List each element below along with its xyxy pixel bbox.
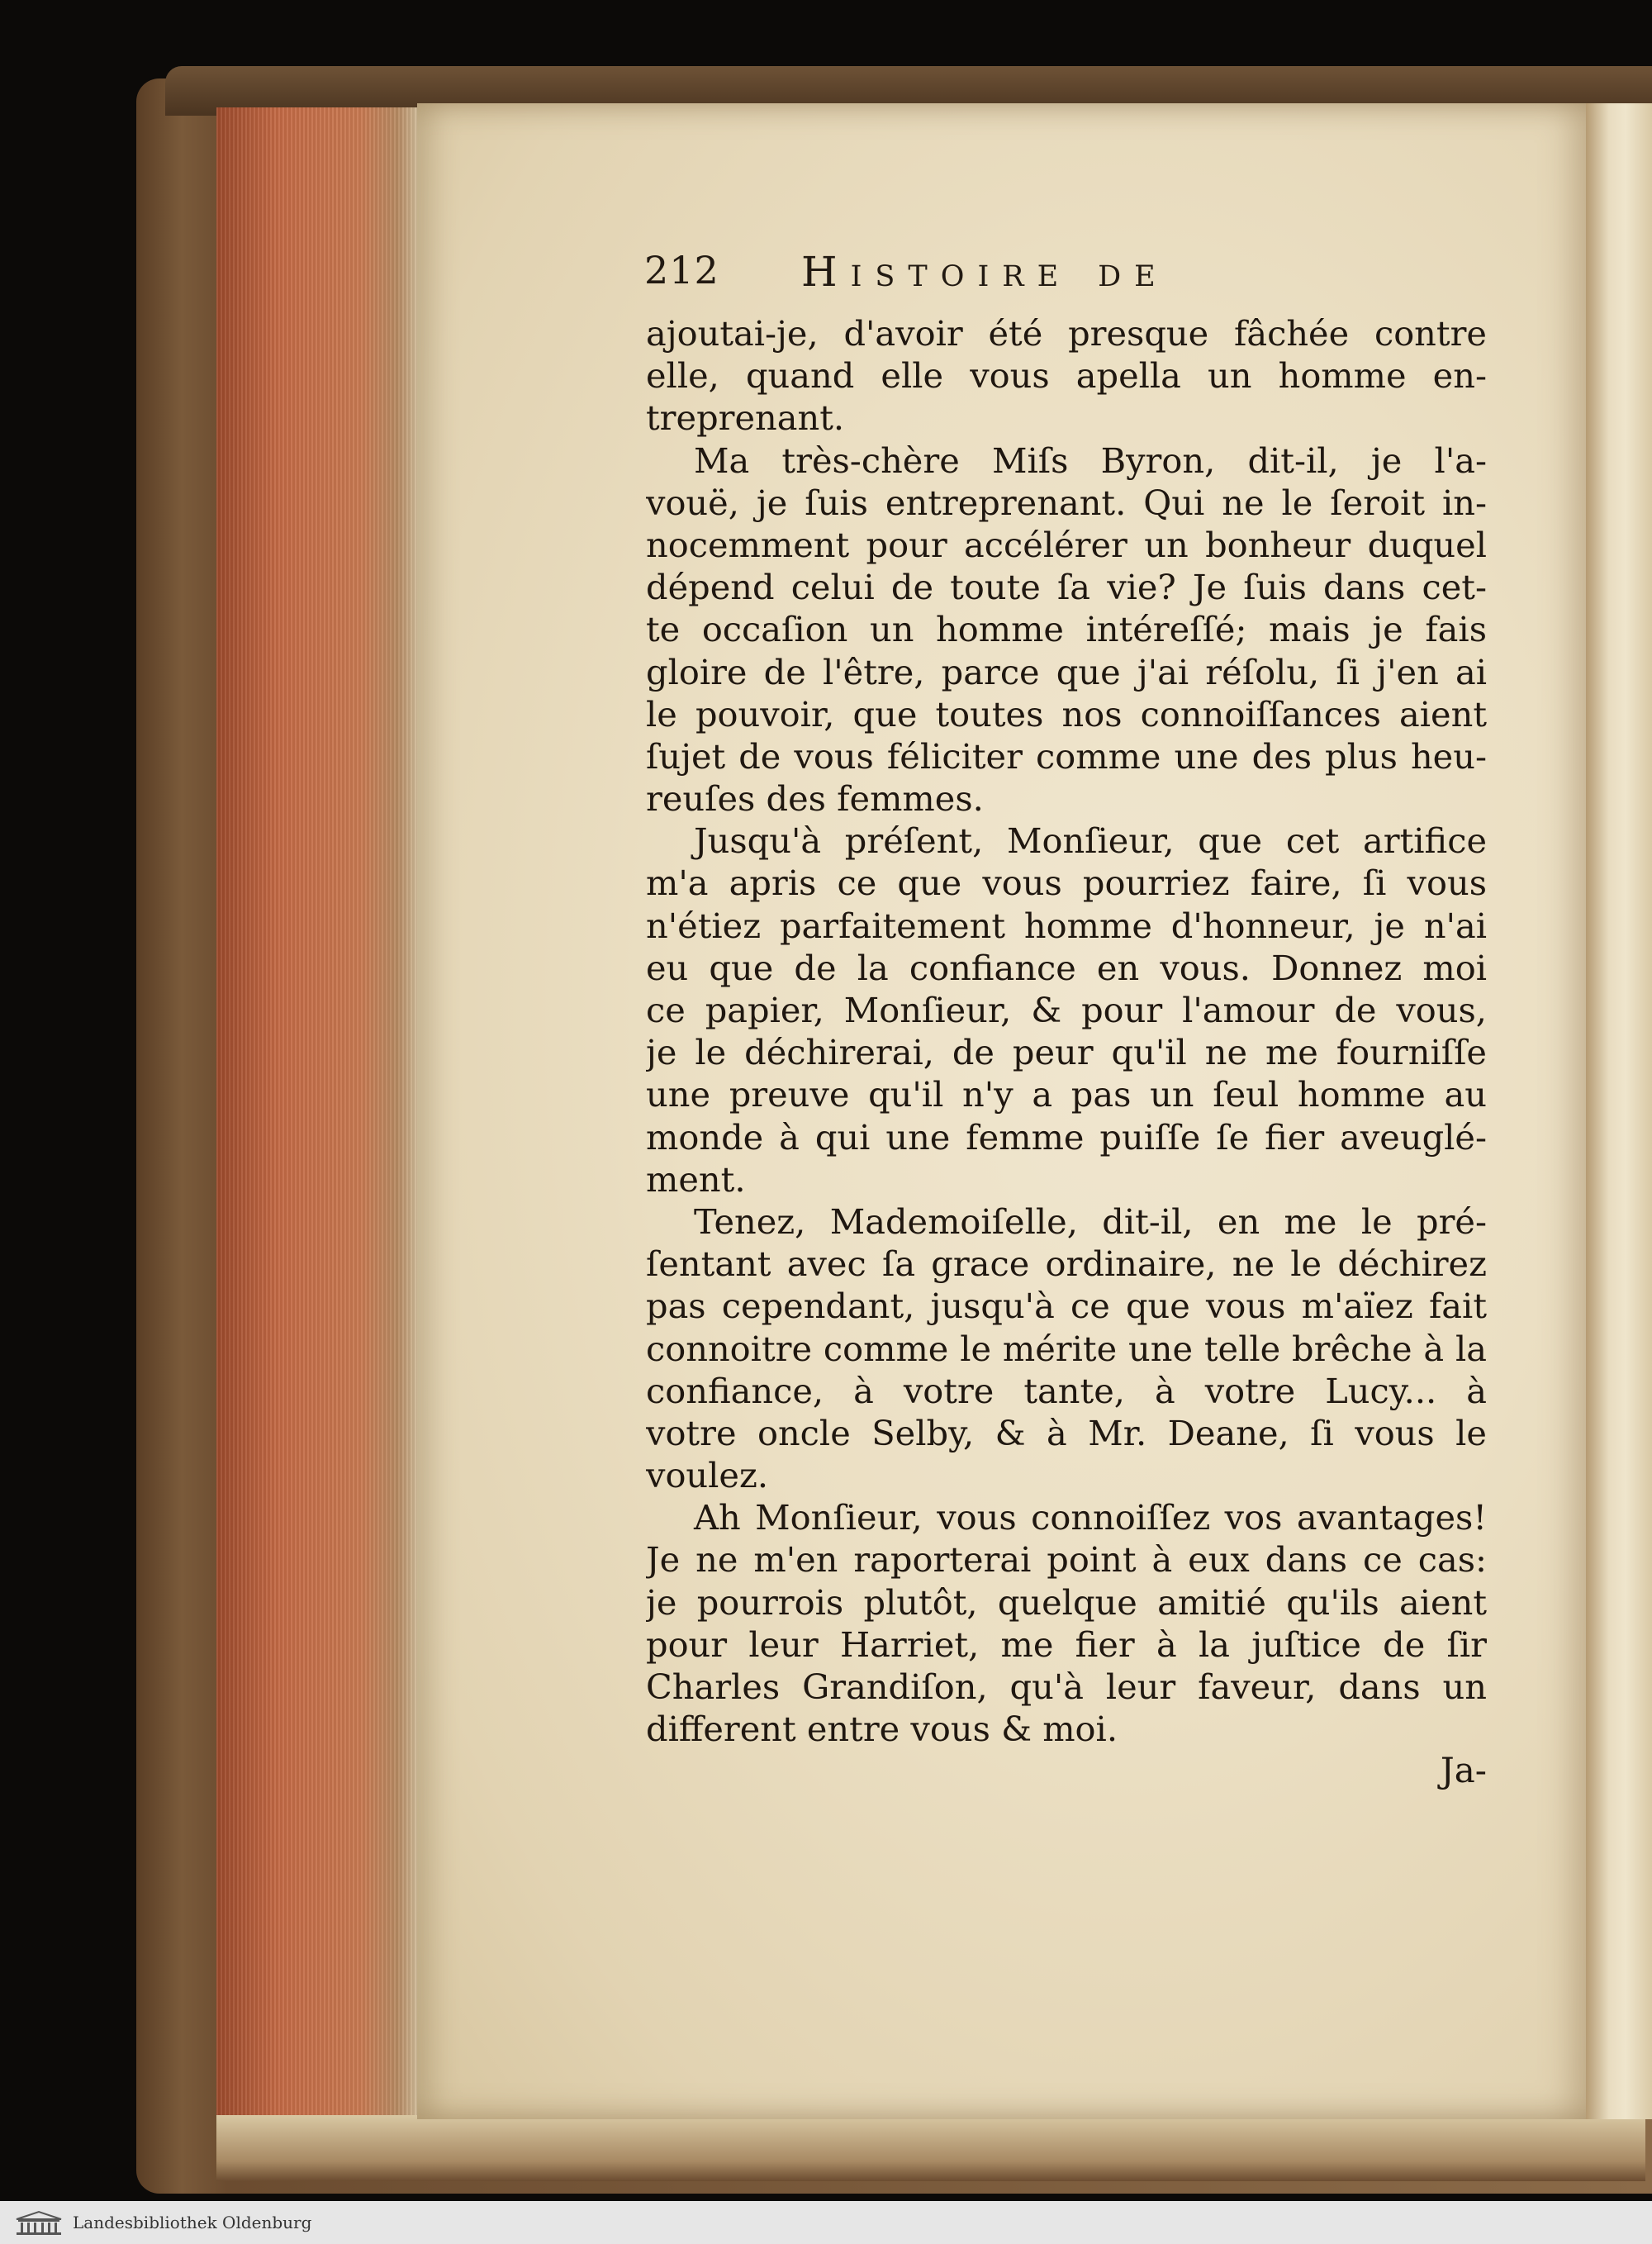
text-line: reuſes des femmes. xyxy=(646,778,984,820)
text-line: ſujet de vous féliciter comme une des plus heu- xyxy=(646,735,1487,777)
text-line: pour leur Harriet, me fier à la juſtice de ſir xyxy=(646,1624,1487,1665)
text-line: je le déchirerai, de peur qu'il ne me fourniſſe xyxy=(646,1032,1487,1073)
text-line: gloire de l'être, parce que j'ai réſolu, ſi j'en ai xyxy=(646,651,1487,692)
page-text xyxy=(646,312,1487,1750)
text-line: pas cependant, jusqu'à ce que vous m'aïez fait xyxy=(646,1286,1487,1327)
text-line: n'étiez parfaitement homme d'honneur, je n'ai xyxy=(646,905,1487,946)
catchword: Ja- xyxy=(1440,1750,1487,1790)
text-line: dépend celui de toute ſa vie? Je ſuis dans cet- xyxy=(646,567,1487,608)
text-line: confiance, à votre tante, à votre Lucy... à xyxy=(646,1370,1487,1411)
text-line: m'a apris ce que vous pourriez faire, ſi vous xyxy=(646,863,1487,904)
text-line: ment. xyxy=(646,1158,746,1200)
page-number: 212 xyxy=(644,248,719,292)
text-line: treprenant. xyxy=(646,397,845,439)
footer-bar xyxy=(0,2201,1652,2244)
text-line: eu que de la confiance en vous. Donnez moi xyxy=(646,947,1487,988)
page-edges xyxy=(216,107,423,2181)
page-header xyxy=(644,248,1503,306)
text-line: Ah Monſieur, vous connoiſſez vos avantages! xyxy=(694,1497,1487,1538)
text-line: Tenez, Mademoiſelle, dit-il, en me le pré- xyxy=(694,1200,1487,1242)
text-line: voulez. xyxy=(646,1455,769,1496)
text-line: te occaſion un homme intéreſſé; mais je fais xyxy=(646,609,1487,650)
text-line: Jusqu'à préſent, Monſieur, que cet artifice xyxy=(694,820,1487,862)
text-line: je pourrois plutôt, quelque amitié qu'ils aient xyxy=(646,1581,1487,1623)
text-line: ajoutai-je, d'avoir été presque fâchée contre xyxy=(646,313,1487,354)
text-line: nocemment pour accélérer un bonheur duquel xyxy=(646,524,1487,565)
facing-page-gutter xyxy=(1586,103,1652,2119)
library-building-icon xyxy=(13,2209,64,2236)
text-line: connoitre comme le mérite une telle brêche à la xyxy=(646,1328,1487,1369)
text-line: le pouvoir, que toutes nos connoiſſances aient xyxy=(646,693,1487,735)
text-line: ſentant avec ſa grace ordinaire, ne le déchirez xyxy=(646,1243,1487,1285)
library-name: Landesbibliothek Oldenburg xyxy=(73,2213,312,2232)
text-line: vouë, je ſuis entreprenant. Qui ne le ſeroit in- xyxy=(646,482,1487,523)
text-line: monde à qui une femme puiſſe ſe fier aveuglé- xyxy=(646,1116,1487,1158)
text-line: different entre vous & moi. xyxy=(646,1709,1118,1750)
text-line: Je ne m'en raporterai point à eux dans ce cas: xyxy=(646,1539,1487,1581)
text-line: ce papier, Monſieur, & pour l'amour de vous, xyxy=(646,990,1487,1030)
text-line: votre oncle Selby, & à Mr. Deane, ſi vous le xyxy=(646,1412,1487,1453)
text-line: une preuve qu'il n'y a pas un ſeul homme au xyxy=(646,1074,1487,1115)
text-line: Ma très-chère Miſs Byron, dit-il, je l'a- xyxy=(694,440,1487,481)
running-title: Histoire de xyxy=(801,248,1169,296)
text-line: elle, quand elle vous apella un homme en- xyxy=(646,355,1487,397)
page-edges-bottom xyxy=(216,2115,1645,2181)
text-line: Charles Grandiſon, qu'à leur faveur, dans un xyxy=(646,1666,1487,1707)
